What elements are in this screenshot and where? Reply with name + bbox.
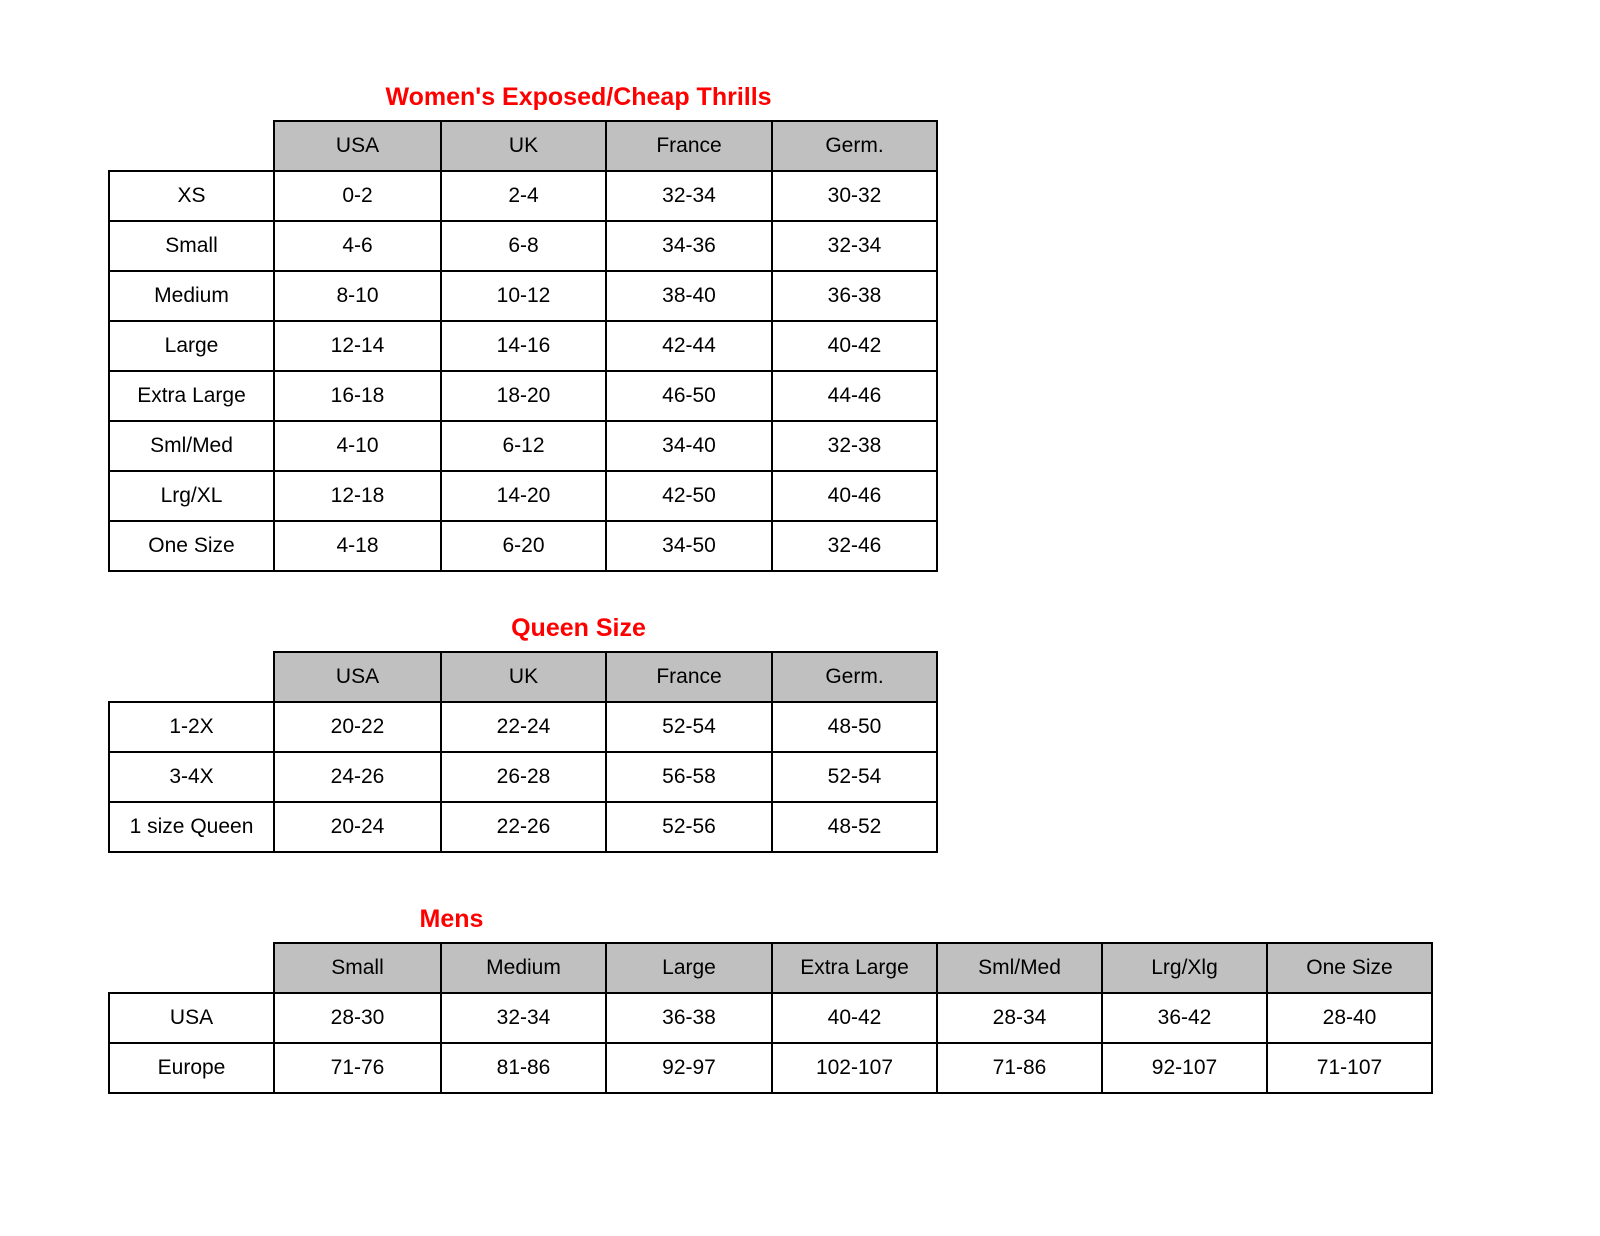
table-cell: 20-22: [274, 702, 441, 752]
table-cell: 20-24: [274, 802, 441, 852]
table-cell: 10-12: [441, 271, 606, 321]
table-cell: 92-107: [1102, 1043, 1267, 1093]
table-cell: 2-4: [441, 171, 606, 221]
table-cell: 48-50: [772, 702, 937, 752]
table-cell: 71-86: [937, 1043, 1102, 1093]
table-cell: 46-50: [606, 371, 772, 421]
table-cell: 32-34: [772, 221, 937, 271]
column-header-corner: [109, 652, 274, 702]
mens-size-table: [108, 942, 1433, 1094]
table-cell: 81-86: [441, 1043, 606, 1093]
column-header-extra-large: Extra Large: [772, 943, 937, 993]
table-cell: 4-18: [274, 521, 441, 571]
table-cell: 0-2: [274, 171, 441, 221]
column-header-usa: USA: [274, 652, 441, 702]
table-cell: 32-34: [606, 171, 772, 221]
womens-section-title: Women's Exposed/Cheap Thrills: [385, 83, 772, 111]
table-cell: 42-44: [606, 321, 772, 371]
row-label: 3-4X: [109, 752, 274, 802]
table-cell: 34-50: [606, 521, 772, 571]
table-cell: 32-46: [772, 521, 937, 571]
table-cell: 48-52: [772, 802, 937, 852]
table-cell: 6-8: [441, 221, 606, 271]
womens-size-section: [108, 84, 938, 572]
table-cell: 92-97: [606, 1043, 772, 1093]
table-row: [109, 752, 937, 802]
table-cell: 12-18: [274, 471, 441, 521]
table-cell: 36-38: [606, 993, 772, 1043]
table-cell: 12-14: [274, 321, 441, 371]
table-cell: 56-58: [606, 752, 772, 802]
table-row: [109, 421, 937, 471]
table-cell: 28-40: [1267, 993, 1432, 1043]
table-cell: 34-40: [606, 421, 772, 471]
table-cell: 22-26: [441, 802, 606, 852]
row-label: USA: [109, 993, 274, 1043]
queen-section-title: Queen Size: [511, 614, 646, 642]
row-label: Europe: [109, 1043, 274, 1093]
column-header-uk: UK: [441, 121, 606, 171]
table-header-row: [109, 652, 937, 702]
table-row: [109, 993, 1432, 1043]
table-cell: 71-76: [274, 1043, 441, 1093]
column-header-germ: Germ.: [772, 121, 937, 171]
table-row: [109, 271, 937, 321]
table-row: [109, 221, 937, 271]
table-cell: 40-46: [772, 471, 937, 521]
table-cell: 30-32: [772, 171, 937, 221]
table-cell: 28-34: [937, 993, 1102, 1043]
table-cell: 14-16: [441, 321, 606, 371]
column-header-corner: [109, 943, 274, 993]
table-cell: 52-56: [606, 802, 772, 852]
table-row: [109, 171, 937, 221]
column-header-medium: Medium: [441, 943, 606, 993]
column-header-one-size: One Size: [1267, 943, 1432, 993]
table-row: [109, 371, 937, 421]
queen-size-section: [108, 615, 938, 853]
table-row: [109, 702, 937, 752]
table-header-row: [109, 943, 1432, 993]
row-label: Lrg/XL: [109, 471, 274, 521]
table-cell: 36-38: [772, 271, 937, 321]
table-cell: 28-30: [274, 993, 441, 1043]
table-cell: 32-38: [772, 421, 937, 471]
table-cell: 8-10: [274, 271, 441, 321]
table-cell: 40-42: [772, 321, 937, 371]
table-row: [109, 1043, 1432, 1093]
column-header-small: Small: [274, 943, 441, 993]
table-cell: 16-18: [274, 371, 441, 421]
column-header-sml-med: Sml/Med: [937, 943, 1102, 993]
table-cell: 6-12: [441, 421, 606, 471]
column-header-large: Large: [606, 943, 772, 993]
table-header-row: [109, 121, 937, 171]
row-label: Small: [109, 221, 274, 271]
column-header-uk: UK: [441, 652, 606, 702]
table-cell: 24-26: [274, 752, 441, 802]
column-header-lrg-xlg: Lrg/Xlg: [1102, 943, 1267, 993]
table-cell: 42-50: [606, 471, 772, 521]
table-cell: 4-10: [274, 421, 441, 471]
row-label: XS: [109, 171, 274, 221]
row-label: Large: [109, 321, 274, 371]
womens-size-table: [108, 120, 938, 572]
table-cell: 40-42: [772, 993, 937, 1043]
table-cell: 52-54: [606, 702, 772, 752]
column-header-france: France: [606, 121, 772, 171]
row-label: 1-2X: [109, 702, 274, 752]
row-label: 1 size Queen: [109, 802, 274, 852]
row-label: Extra Large: [109, 371, 274, 421]
table-row: [109, 471, 937, 521]
table-cell: 22-24: [441, 702, 606, 752]
table-cell: 36-42: [1102, 993, 1267, 1043]
table-cell: 38-40: [606, 271, 772, 321]
table-cell: 71-107: [1267, 1043, 1432, 1093]
table-cell: 18-20: [441, 371, 606, 421]
column-header-corner: [109, 121, 274, 171]
mens-size-section: [108, 906, 1433, 1094]
table-cell: 14-20: [441, 471, 606, 521]
mens-section-title: Mens: [419, 905, 484, 933]
table-cell: 32-34: [441, 993, 606, 1043]
column-header-france: France: [606, 652, 772, 702]
table-cell: 6-20: [441, 521, 606, 571]
column-header-germ: Germ.: [772, 652, 937, 702]
row-label: Sml/Med: [109, 421, 274, 471]
table-cell: 44-46: [772, 371, 937, 421]
row-label: One Size: [109, 521, 274, 571]
column-header-usa: USA: [274, 121, 441, 171]
table-cell: 26-28: [441, 752, 606, 802]
table-cell: 4-6: [274, 221, 441, 271]
table-row: [109, 321, 937, 371]
row-label: Medium: [109, 271, 274, 321]
queen-size-table: [108, 651, 938, 853]
table-row: [109, 521, 937, 571]
table-row: [109, 802, 937, 852]
table-cell: 34-36: [606, 221, 772, 271]
table-cell: 52-54: [772, 752, 937, 802]
table-cell: 102-107: [772, 1043, 937, 1093]
